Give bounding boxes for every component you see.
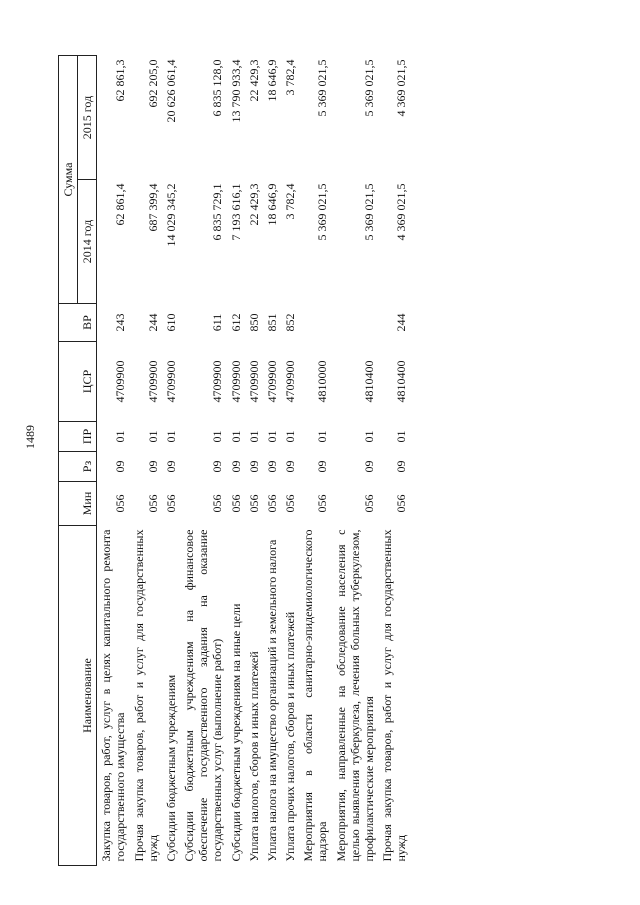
row-vr: 850 bbox=[246, 313, 261, 332]
row-name: Прочая закупка товаров, работ и услуг для государственных нужд bbox=[131, 529, 160, 862]
row-rz: 09 bbox=[145, 460, 160, 473]
row-sum-2014: 3 782,4 bbox=[283, 183, 298, 220]
row-rz: 09 bbox=[264, 460, 279, 473]
table-row bbox=[245, 55, 263, 865]
row-csr: 4709900 bbox=[246, 360, 261, 403]
row-rz: 09 bbox=[315, 460, 330, 473]
row-csr: 4709900 bbox=[113, 360, 128, 403]
row-min: 056 bbox=[145, 494, 160, 513]
table-row bbox=[97, 55, 130, 865]
row-vr: 244 bbox=[145, 313, 160, 332]
table-body bbox=[97, 55, 410, 865]
budget-table bbox=[58, 55, 410, 866]
row-vr bbox=[332, 304, 378, 342]
row-csr: 4810400 bbox=[361, 360, 376, 403]
table-row bbox=[130, 55, 162, 865]
row-sum-2014: 7 193 616,1 bbox=[228, 183, 243, 241]
header-name: Наименование bbox=[59, 526, 97, 866]
row-vr bbox=[299, 304, 331, 342]
row-pr: 01 bbox=[394, 430, 409, 443]
row-name: Субсидии бюджетным учреждениям на иные цели bbox=[228, 603, 243, 862]
row-sum-2014: 5 369 021,5 bbox=[315, 183, 330, 241]
row-csr: 4709900 bbox=[145, 360, 160, 403]
row-vr: 610 bbox=[163, 313, 178, 332]
row-rz: 09 bbox=[228, 460, 243, 473]
row-vr: 612 bbox=[228, 313, 243, 332]
row-sum-2015: 692 205,0 bbox=[145, 59, 160, 108]
row-min: 056 bbox=[163, 494, 178, 513]
row-csr: 4810000 bbox=[315, 360, 330, 403]
row-pr: 01 bbox=[246, 430, 261, 443]
row-min: 056 bbox=[264, 494, 279, 513]
row-name: Уплата прочих налогов, сборов и иных платежей bbox=[283, 611, 298, 862]
row-min: 056 bbox=[315, 494, 330, 513]
row-rz: 09 bbox=[210, 460, 225, 473]
row-sum-2014: 22 429,3 bbox=[246, 183, 261, 226]
table-row bbox=[281, 55, 299, 865]
table-row bbox=[378, 55, 410, 865]
row-sum-2015: 3 782,4 bbox=[283, 59, 298, 96]
row-pr: 01 bbox=[264, 430, 279, 443]
row-vr: 851 bbox=[264, 313, 279, 332]
row-sum-2015: 62 861,3 bbox=[113, 59, 128, 102]
table-row bbox=[299, 55, 331, 865]
row-name: Субсидии бюджетным учреждениям bbox=[163, 674, 178, 862]
row-csr: 4709900 bbox=[283, 360, 298, 403]
header-year-2015: 2015 год bbox=[78, 55, 97, 179]
row-rz: 09 bbox=[283, 460, 298, 473]
table-row bbox=[162, 55, 180, 865]
table-row bbox=[332, 55, 378, 865]
row-pr: 01 bbox=[145, 430, 160, 443]
row-min: 056 bbox=[210, 494, 225, 513]
header-year-2014: 2014 год bbox=[78, 180, 97, 304]
row-pr: 01 bbox=[315, 430, 330, 443]
row-pr: 01 bbox=[210, 430, 225, 443]
header-pr: ПР bbox=[59, 422, 97, 452]
row-min: 056 bbox=[361, 494, 376, 513]
header-row-1 bbox=[59, 55, 78, 865]
row-name: Мероприятия, направленные на обследование населения с целью выявления туберкулеза, лечения больных туберкулезом, профилактические мероприятия bbox=[333, 529, 376, 862]
row-sum-2015: 6 835 128,0 bbox=[210, 59, 225, 117]
row-sum-2014: 6 835 729,1 bbox=[210, 183, 225, 241]
row-rz: 09 bbox=[361, 460, 376, 473]
row-sum-2015: 22 429,3 bbox=[246, 59, 261, 102]
row-csr: 4709900 bbox=[163, 360, 178, 403]
row-pr: 01 bbox=[113, 430, 128, 443]
rotated-page-content bbox=[58, 56, 616, 866]
row-csr: 4709900 bbox=[228, 360, 243, 403]
row-pr: 01 bbox=[361, 430, 376, 443]
row-sum-2015: 4 369 021,5 bbox=[394, 59, 409, 117]
row-rz: 09 bbox=[113, 460, 128, 473]
header-min: Мин bbox=[59, 482, 97, 526]
row-sum-2015: 5 369 021,5 bbox=[315, 59, 330, 117]
header-sum: Сумма bbox=[59, 55, 78, 303]
header-csr: ЦСР bbox=[59, 342, 97, 422]
row-name: Закупка товаров, работ, услуг в целях капитального ремонта государственного имущества bbox=[99, 529, 128, 862]
row-sum-2015: 13 790 933,4 bbox=[228, 59, 243, 123]
row-csr: 4709900 bbox=[210, 360, 225, 403]
table-row bbox=[227, 55, 245, 865]
row-name: Субсидии бюджетным учреждениям на финансовое обеспечение государственного задания на оказание государственных услуг (выполнение работ) bbox=[182, 529, 225, 862]
row-csr: 4709900 bbox=[264, 360, 279, 403]
row-min: 056 bbox=[283, 494, 298, 513]
row-sum-2014: 5 369 021,5 bbox=[361, 183, 376, 241]
row-sum-2015: 5 369 021,5 bbox=[361, 59, 376, 117]
row-vr: 243 bbox=[113, 313, 128, 332]
row-sum-2014: 18 646,9 bbox=[264, 183, 279, 226]
row-sum-2014: 14 029 345,2 bbox=[163, 183, 178, 247]
row-name: Мероприятия в области санитарно-эпидемиологического надзора bbox=[301, 529, 330, 862]
row-sum-2015: 18 646,9 bbox=[264, 59, 279, 102]
row-pr: 01 bbox=[163, 430, 178, 443]
row-name: Уплата налогов, сборов и иных платежей bbox=[246, 651, 261, 862]
row-name: Прочая закупка товаров, работ и услуг для государственных нужд bbox=[379, 529, 409, 862]
row-min: 056 bbox=[394, 494, 409, 513]
header-vr: ВР bbox=[59, 304, 97, 342]
row-sum-2014: 687 399,4 bbox=[145, 183, 160, 232]
row-name: Уплата налога на имущество организаций и земельного налога bbox=[264, 539, 279, 862]
row-rz: 09 bbox=[394, 460, 409, 473]
page-number: 1489 bbox=[23, 425, 37, 449]
row-pr: 01 bbox=[283, 430, 298, 443]
row-vr: 852 bbox=[283, 313, 298, 332]
row-csr: 4810400 bbox=[394, 360, 409, 403]
row-sum-2015: 20 626 061,4 bbox=[163, 59, 178, 123]
table-row bbox=[263, 55, 281, 865]
row-sum-2014: 4 369 021,5 bbox=[394, 183, 409, 241]
row-min: 056 bbox=[246, 494, 261, 513]
row-sum-2014: 62 861,4 bbox=[113, 183, 128, 226]
row-min: 056 bbox=[113, 494, 128, 513]
row-rz: 09 bbox=[246, 460, 261, 473]
row-rz: 09 bbox=[163, 460, 178, 473]
table-row bbox=[180, 55, 226, 865]
row-vr: 244 bbox=[394, 313, 409, 332]
row-vr: 611 bbox=[210, 313, 225, 332]
row-pr: 01 bbox=[228, 430, 243, 443]
row-min: 056 bbox=[228, 494, 243, 513]
header-rz: Рз bbox=[59, 452, 97, 482]
